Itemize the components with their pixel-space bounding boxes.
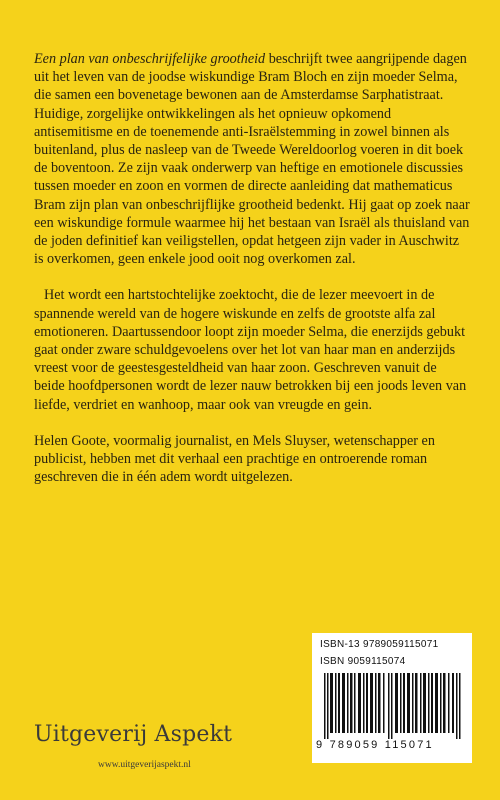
publisher-website[interactable]: www.uitgeverijaspekt.nl — [98, 760, 191, 770]
barcode-number: 9 789059 115071 — [316, 739, 434, 751]
barcode-label — [312, 633, 472, 763]
isbn13-label: ISBN-13 9789059115071 — [320, 639, 439, 650]
blurb-paragraph-1 — [34, 50, 470, 268]
barcode-icon — [324, 673, 464, 739]
publisher-logo-text: Uitgeverij Aspekt — [34, 722, 233, 747]
book-title-italic: Een plan van onbeschrijfelijke grootheid — [34, 51, 266, 67]
isbn10-label: ISBN 9059115074 — [320, 656, 406, 667]
back-cover-blurb — [34, 50, 470, 504]
author-paragraph: Helen Goote, voormalig journalist, en Mels Sluyser, wetenschapper en publicist, hebben met dit verhaal een prachtige en ontroerende roman geschreven die in één adem wordt uitgelezen. — [34, 432, 435, 486]
blurb-paragraph-1-text: beschrijft twee aangrijpende dagen uit het leven van de joodse wiskundige Bram Bloch en zijn moeder Selma, die samen een bovenetage bewonen aan de Amsterdamse Sarphatistraat. Huidige, zorgelijke ontwikkelingen als het opnieuw opkomend antisemitisme en de toenemende anti-Israëlstemming in zowel binnen als buitenland, plus de nasleep van de Tweede Wereldoorlog voeren in dit boek de boventoon. Ze zijn vaak onderwerp van heftige en emotionele discussies tussen moeder en zoon en vormen de directe aanleiding dat mathematicus Bram zijn plan van onbeschrijflijke grootheid bedenkt. Hij gaat op zoek naar een wiskundige formule waarmee hij het bestaan van Israël als thuisland van de joden definitief kan veiligstellen, opdat hetgeen zijn vader in Auschwitz is overkomen, geen enkele jood ooit nog overkomen zal. — [34, 51, 470, 268]
blurb-paragraph-2: Het wordt een hartstochtelijke zoektocht, die de lezer meevoert in de spannende wereld van de hogere wiskunde en zelfs de grootste alfa zal emotioneren. Daartussendoor loopt zijn moeder Selma, die enerzijds gebukt gaat onder zware schuldgevoelens over het lot van haar man en anderzijds vreest voor de geestesgesteldheid van haar zoon. Geschreven vanuit de beide hoofdpersonen wordt de lezer nauw betrokken bij een joods leven van liefde, verdriet en wanhoop, maar ook van vreugde en gein. — [34, 287, 467, 413]
